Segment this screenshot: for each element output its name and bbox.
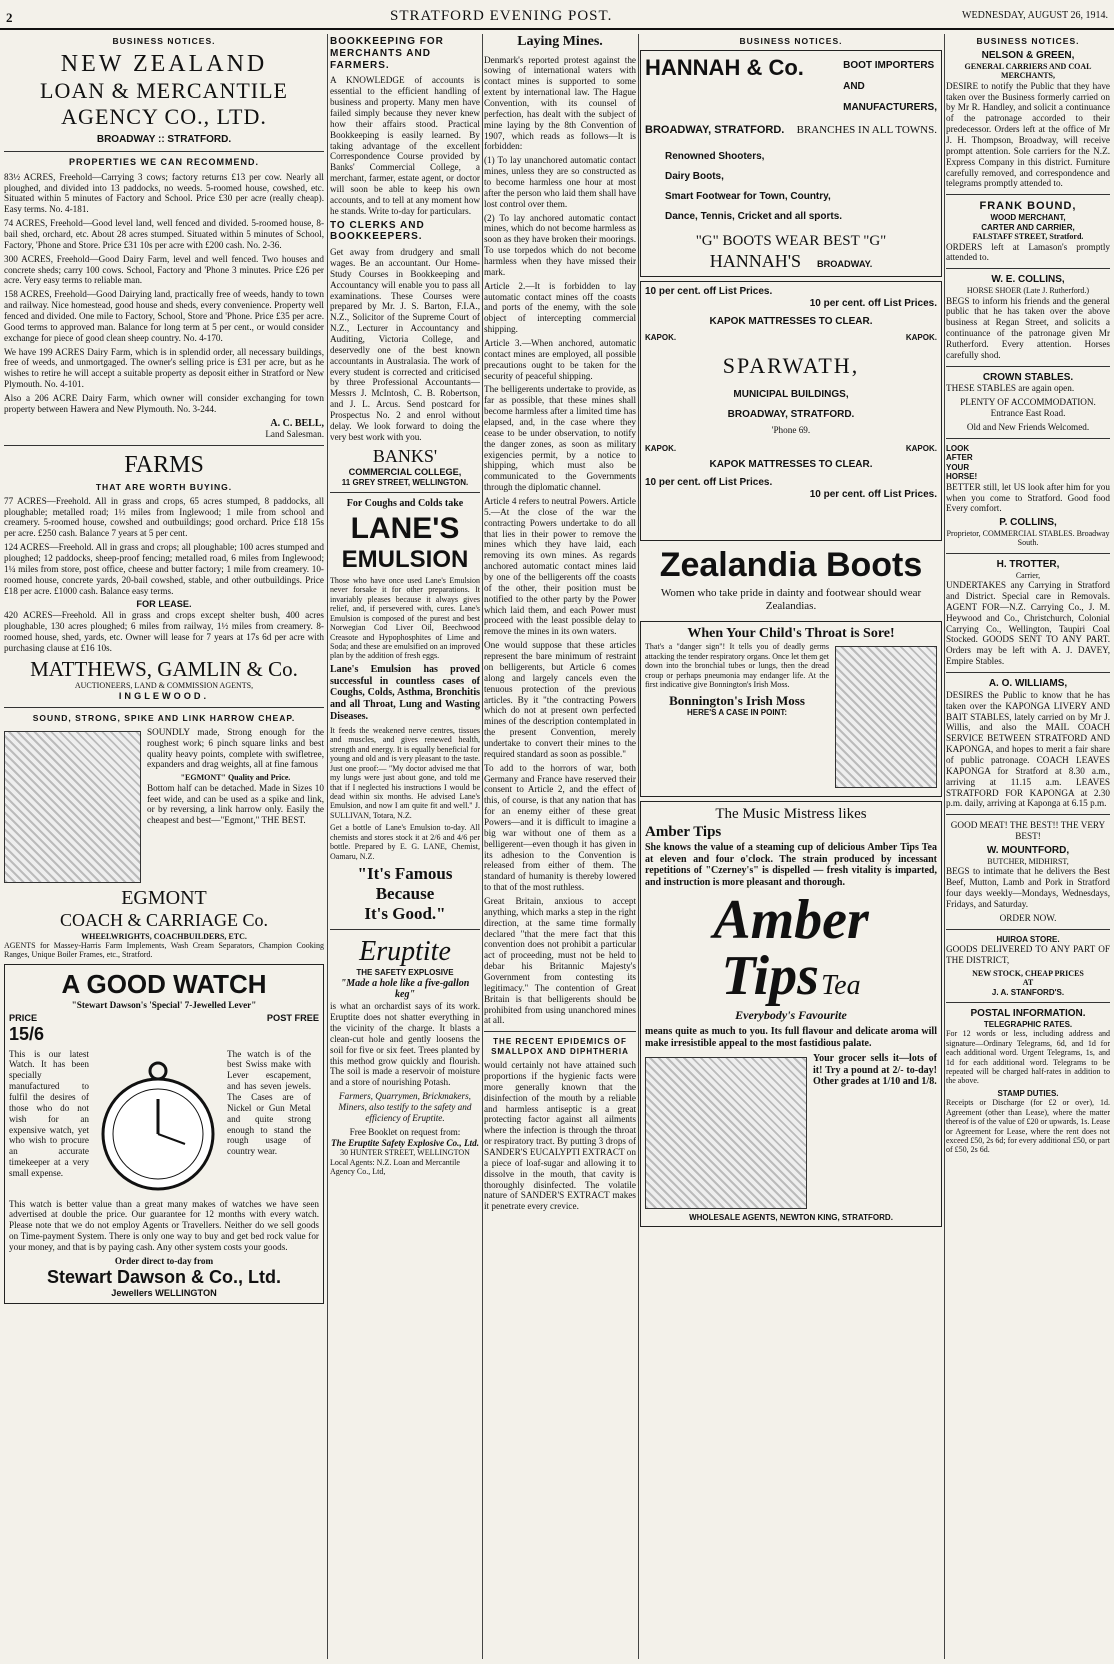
harrow-quality: "EGMONT" Quality and Price. — [180, 773, 291, 783]
hannah-ad — [640, 50, 942, 277]
zealandia-title: Zealandia Boots — [659, 545, 923, 584]
sparwath-title: SPARWATH, — [722, 352, 860, 378]
hannah-item: Dairy Boots, — [665, 170, 724, 182]
postal-title: POSTAL INFORMATION. — [970, 1007, 1086, 1019]
mines-paragraph: To add to the horrors of war, both Germany and France have reserved their consent to Article 2, and the effect of this, of course, is that any nation that has for an enemy either of these great Powers—and it is difficult to imagine a big war without one of them as a belligerent—even though it has given in its adhesion to the Convention is released from either of them. The standard of humanity is thereby lowered to that of the most ruthless. — [484, 762, 636, 893]
watch-firm-sub: Jewellers WELLINGTON — [111, 1287, 217, 1298]
throat-product: Bonnington's Irish Moss — [669, 692, 805, 708]
lanes-logo-2: EMULSION — [341, 545, 469, 573]
crown-text-2: PLENTY OF ACCOMMODATION. Entrance East Road. — [960, 397, 1096, 419]
frank-bound-title: FRANK BOUND, — [979, 200, 1077, 213]
for-lease-heading: FOR LEASE. — [136, 599, 192, 610]
newspaper-title: STRATFORD EVENING POST. — [390, 8, 613, 24]
matthews-location: INGLEWOOD. — [118, 690, 210, 701]
hannah-line: MANUFACTURERS, — [843, 102, 937, 114]
amber-heading-2: Amber Tips — [645, 824, 722, 841]
hannah-location: BROADWAY, STRATFORD. — [645, 124, 785, 137]
business-notices-header: BUSINESS NOTICES. — [739, 36, 843, 46]
matthews-gamlin-title: MATTHEWS, GAMLIN & Co. — [30, 656, 298, 681]
egmont-title-1: EGMONT — [121, 886, 207, 909]
amber-agents: WHOLESALE AGENTS, NEWTON KING, STRATFORD. — [689, 1212, 893, 1222]
kapok-label: KAPOK. — [905, 333, 937, 343]
column-3 — [484, 34, 636, 1659]
sparwath-list-2: 10 per cent. off List Prices. — [809, 297, 937, 309]
huiroa-text-2: NEW STOCK, CHEAP PRICES — [972, 968, 1084, 978]
mountford-order: ORDER NOW. — [999, 912, 1057, 923]
postal-text: For 12 words or less, including address and signature—Ordinary Telegrams, 6d, and 1d for each additional word. Urgent Telegrams, 1s, and 1d for each additional word. Telegrams to be repeated will be charged half-rates in addition to the above. — [946, 1029, 1110, 1086]
epidemic-heading: THE RECENT EPIDEMICS OF SMALLPOX AND DIPHTHERIA — [491, 1037, 629, 1056]
throat-heading: When Your Child's Throat is Sore! — [687, 625, 895, 641]
amber-grocer: Your grocer sells it—lots of it! Try a pound at 2/- to-day! Other grades at 1/10 and 1/8. — [813, 1052, 937, 1088]
kapok-label: KAPOK. — [645, 443, 677, 453]
watch-text-right: The watch is of the best Swiss make with Lever escapement, and has seven jewels. The Cases are of Nickel or Gun Metal and quite strong enough to stand the rough usage of country wear. — [227, 1048, 311, 1157]
collins-subtitle: HORSE SHOER (Late J. Rutherford.) — [966, 286, 1090, 296]
hannah-line: AND — [843, 81, 865, 93]
look-heading: LOOK AFTER YOUR HORSE! — [946, 443, 978, 482]
bookkeeping-text: A KNOWLEDGE of accounts is essential to the efficient handling of business and property. Many men have failed simply because they never knew how their affairs stood. Practical Bookkeeping is easily learned. By taking advantage of the excellent Correspondence Course provided by Banks' Commercial College, a merchant, farmer, estate agent, or doctor will soon be able to keep his own accounts, and to tell at any moment how he stands. Write to-day for particulars. — [330, 75, 480, 216]
lanes-text: Those who have once used Lane's Emulsion never forsake it for other preparations. It invariably pleases because it always gives relief, and, if persevered with, cures. Lane's Emulsion is composed of the purest and best Norwegian Cod Liver Oil, Beechwood Creasote and Hypophosphites of Lime and Soda; and these are emulsified on an improved plan by the addition of fresh eggs. — [330, 575, 480, 661]
column-2 — [330, 34, 480, 1659]
frank-subtitle: WOOD MERCHANT, — [990, 213, 1066, 223]
eruptite-address: 30 HUNTER STREET, WELLINGTON — [340, 1148, 470, 1158]
mines-paragraph: One would suppose that these articles represent the bare minimum of restraint on belligerents, but Article 6 comes along and largely cancels even the tenuous protection of the previous articles. By it "the contracting Powers which do not at present own perfected mines of the description contemplated in the present Convention, merely undertake to convert their mines to the required standard as soon as possible." — [484, 640, 636, 759]
lanes-tagline: For Coughs and Colds take — [346, 498, 464, 510]
mines-heading: Laying Mines. — [517, 34, 603, 49]
mines-paragraph: (1) To lay unanchored automatic contact mines, unless they are so constructed as to become harmless one hour at most after the person who laid them shall have lost control over them. — [484, 155, 636, 209]
watch-title: A GOOD WATCH — [61, 968, 267, 999]
trotter-text: UNDERTAKES any Carrying in Stratford and District. Special care in Removals. AGENT FOR—N.Z. Carrying Co., J. M. Heywood and Co., Christchurch, Colonial Carrying Co., Wellington, Taupiri Coal Stocked. GOODS SENT TO ANY PART. Orders may be left with A. J. DAVEY, Empire Stables. — [946, 580, 1110, 667]
watch-body: This watch is better value than a great many makes of watches we have seen advertised at double the price. Our guarantee for 12 months with every watch. Please note that we do not employ Agents or Travellers. Neither do we sell goods on Time-payment System. There is only one way to buy and get bed rock value for your money, and that is by paying cash. Any other system costs your goods. — [9, 1198, 319, 1252]
column-4 — [640, 34, 942, 1659]
look-text: BETTER still, let US look after him for you when you come to Stratford. Good food Every comfort. — [946, 481, 1110, 514]
hannah-item: Smart Footwear for Town, Country, — [665, 190, 831, 202]
business-notices-header: BUSINESS NOTICES. — [976, 36, 1080, 46]
zealandia-subtitle: Women who take pride in dainty and footwear should wear Zealandias. — [660, 587, 922, 612]
mountford-title: W. MOUNTFORD, — [986, 844, 1070, 856]
property-listing: 74 ACRES, Freehold—Good level land, well fenced and divided. 5-roomed house, 8-bail shed, orchard, etc. About 28 acres stumped. Situated within 5 minutes of School, Factory, 'Phone and Store. Price £31 10s per acre with £200 cash. No. 2-36. — [4, 218, 324, 250]
pcollins-title: P. COLLINS, — [999, 517, 1057, 529]
huiroa-text: GOODS DELIVERED TO ANY PART OF THE DISTRICT, — [946, 943, 1110, 965]
farm-listing: 77 ACRES—Freehold. All in grass and crops, 65 acres stumped, 8 paddocks, all ploughable; metalled road; 1½ miles from Inglewood; 1 mile from school and creamery. 5-roomed house, cowshed and outbuildings; good orchard. Price £18 15s per acre. £250 cash. Balance 7 years at 5 per cent. — [4, 495, 324, 539]
famous-line-3: It's Good." — [364, 904, 446, 924]
famous-line-1: "It's Famous — [357, 864, 453, 883]
sparwath-addr-1: MUNICIPAL BUILDINGS, — [733, 388, 849, 400]
hannah-line: BOOT IMPORTERS — [843, 60, 935, 72]
lanes-bold: Lane's Emulsion has proved successful in countless cases of Coughs, Colds, Asthma, Bronchitis and all Throat, Lung and Wasting Diseases. — [330, 663, 480, 723]
nz-loan-title-2: LOAN & MERCANTILE — [40, 78, 288, 104]
amber-heading-1: The Music Mistress likes — [715, 806, 867, 823]
farms-subtitle: THAT ARE WORTH BUYING. — [95, 481, 233, 492]
mother-child-illustration — [835, 646, 937, 788]
hannah-branches: BRANCHES IN ALL TOWNS. — [796, 124, 937, 137]
eruptite-text: is what an orchardist says of its work. Eruptite does not shatter everything in the vicinity of the charge. It blasts a clean-cut hole and gently loosens the soil for five or six feet. Trees planted by this method grow quickly and flourish. The soil is made a reservoir of moisture and a store of nourishing Potash. — [330, 1001, 480, 1088]
masthead — [0, 6, 1114, 30]
sparwath-list-3: 10 per cent. off List Prices. — [645, 476, 773, 488]
huiroa-title: HUIROA STORE. — [996, 934, 1060, 944]
banks-address: 11 GREY STREET, WELLINGTON. — [341, 477, 469, 487]
sparwath-list-4: 10 per cent. off List Prices. — [809, 488, 937, 500]
mines-paragraph: Denmark's reported protest against the sowing of international waters with contact mines is supported to some extent by international law. The Hague Convention, with its counsel of perfection, has dealt with the subject of mine laying by the 8th Convention of 1907, which reads as follows—It is forbidden: — [484, 54, 636, 152]
sparwath-addr-2: BROADWAY, STRATFORD. — [727, 408, 855, 420]
amber-tips-ad — [640, 801, 942, 1227]
property-listing: 300 ACRES, Freehold—Good Dairy Farm, level and well fenced. Two houses and concrete sheds; carry 100 cows. School, Factory and 'Phone 3 minutes. Price £26 per acre. Very easy terms to reliable man. — [4, 253, 324, 286]
harrow-text-2: Bottom half can be detached. Made in Sizes 10 feet wide, and can be used as a spike and link, or by reversing, a link harrow only. Easily the cheapest and best—"Egmont," THE BEST. — [147, 782, 324, 826]
nelson-green-title: NELSON & GREEN, — [981, 50, 1075, 62]
sparwath-kapok: KAPOK MATTRESSES TO CLEAR. — [709, 315, 873, 327]
mountford-subtitle: BUTCHER, MIDHIRST, — [987, 856, 1069, 866]
issue-date: WEDNESDAY, AUGUST 26, 1914. — [962, 10, 1108, 21]
egmont-text: AGENTS for Massey-Harris Farm Implements, Wash Cream Separators, Champion Cooking Ranges, Unique Boiler Frames, etc., Stratford. — [4, 941, 324, 960]
collins-text: BEGS to inform his friends and the general public that he has taken over the above business at Regan Street, and solicits a continuance of the patronage given Mr Rutherford. Every attention. Horses carefully shod. — [946, 295, 1110, 360]
harrow-illustration — [4, 731, 141, 883]
eruptite-logo: Eruptite — [359, 936, 451, 968]
frank-text: ORDERS left at Lamason's promptly attended to. — [946, 241, 1110, 263]
property-listing: We have 199 ACRES Dairy Farm, which is in splendid order, all necessary buildings, free of weeds, and unmortgaged. The owner's selling price is £31 per acre, but as he wishes to retire he will accept a suitable property as deposit either in Stratford or New Plymouth. No. 4-101. — [4, 346, 324, 390]
watch-firm: Stewart Dawson & Co., Ltd. — [46, 1266, 282, 1287]
eruptite-testify: Farmers, Quarrymen, Brickmakers, Miners, also testify to the safety and efficiency of Eruptite. — [338, 1091, 472, 1123]
watch-post-free: POST FREE — [266, 1013, 319, 1024]
music-mistress-illustration — [645, 1057, 807, 1209]
nelson-subtitle: GENERAL CARRIERS AND COAL MERCHANTS, — [964, 61, 1092, 81]
matthews-subtitle: AUCTIONEERS, LAND & COMMISSION AGENTS, — [74, 681, 254, 691]
watch-ad — [4, 964, 324, 1304]
column-5 — [946, 34, 1110, 1659]
amber-text-2: means quite as much to you. Its full flavour and delicate aroma will make irresistible appeal to the most fastidious palate. — [645, 1026, 937, 1049]
banks-title: BANKS' — [372, 445, 438, 466]
epidemic-text: would certainly not have attained such proportions if the hygienic facts were more generally known that the disinfection of the mouth by a reliable and harmless antiseptic is a great protecting factor against all ailments where the infection is through the throat or respiratory tract. By putting 3 drops of SANDER'S EUCALYPTI EXTRACT on a piece of loaf-sugar and allowing it to dissolve in the mouth, that cavity is thoroughly disinfected. The volatile nature of SANDER'S EXTRACT makes it penetrate every crevice. — [484, 1060, 636, 1212]
huiroa-at: AT — [1022, 978, 1034, 988]
properties-heading: PROPERTIES WE CAN RECOMMEND. — [68, 157, 259, 168]
sparwath-list-1: 10 per cent. off List Prices. — [645, 285, 773, 297]
huiroa-firm: J. A. STANFORD'S. — [991, 987, 1065, 997]
hannah-item: Renowned Shooters, — [665, 150, 765, 162]
mines-paragraph: Article 2.—It is forbidden to lay automatic contact mines off the coasts and ports of the enemy, with the sole object of intercepting commercial shipping. — [484, 280, 636, 335]
trotter-title: H. TROTTER, — [996, 558, 1060, 570]
kapok-label: KAPOK. — [645, 333, 677, 343]
mountford-text: BEGS to intimate that he delivers the Best Beef, Mutton, Lamb and Pork in Stratford four days weekly—Mondays, Wednesdays, Fridays, and Saturday. — [946, 866, 1110, 909]
sparwath-kapok-2: KAPOK MATTRESSES TO CLEAR. — [709, 458, 873, 470]
throat-case: HERE'S A CASE IN POINT: — [687, 707, 787, 717]
mines-paragraph: The belligerents undertake to provide, as far as possible, that these mines shall become harmless after a limited time has elapsed, and, in the case where they cease to be under observation, to notify the danger zones, as soon as military exigencies permit, by a notice to shipping, which must also be communicated to the Governments through the diplomatic channel. — [484, 384, 636, 493]
lanes-text-3: Get a bottle of Lane's Emulsion to-day. All chemists and stores stock it at 2/6 and 4/6 per bottle. Prepared by E. G. LANE, Chemist, Oamaru, N.Z. — [330, 823, 480, 861]
hannah-item: Dance, Tennis, Cricket and all sports. — [665, 210, 843, 222]
postal-subtitle: TELEGRAPHIC RATES. — [983, 1019, 1073, 1029]
agent-role: Land Salesman. — [265, 429, 324, 440]
mines-paragraph: Great Britain, anxious to accept anything, which marks a step in the right direction, at the same time formally declared "that the mere fact that this convention does not prohibit a particular act of proceeding, must not be held to debar his Britannic Majesty's Government from contesting its legitimacy." The contention of Great Britain is that belligerents should be prohibited from using unanchored mines at all. — [484, 895, 636, 1026]
hannah-g-boots: "G" BOOTS WEAR BEST "G" — [695, 232, 887, 249]
eruptite-agents: Local Agents: N.Z. Loan and Mercantile Agency Co., Ltd, — [330, 1157, 460, 1177]
bookkeeping-heading: BOOKKEEPING FOR MERCHANTS AND FARMERS. — [330, 36, 444, 71]
amber-favourite: Everybody's Favourite — [735, 1008, 847, 1023]
nz-loan-title-1: NEW ZEALAND — [60, 51, 268, 78]
eruptite-quote: "Made a hole like a five-gallon keg" — [340, 977, 470, 1001]
williams-title: A. O. WILLIAMS, — [988, 678, 1068, 690]
watch-price: 15/6 — [9, 1024, 45, 1045]
pcollins-subtitle: Proprietor, COMMERCIAL STABLES. Broadway South. — [946, 529, 1110, 548]
stamp-title: STAMP DUTIES. — [997, 1088, 1059, 1098]
eruptite-subtitle: THE SAFETY EXPLOSIVE — [356, 968, 454, 978]
banks-subtitle: COMMERCIAL COLLEGE, — [348, 466, 462, 477]
hannah-name: HANNAH'S — [709, 250, 801, 271]
meat-heading: GOOD MEAT! THE BEST!! THE VERY BEST! — [950, 820, 1106, 842]
business-notices-header: BUSINESS NOTICES. — [112, 36, 216, 46]
crown-title: CROWN STABLES. — [982, 371, 1074, 383]
eruptite-free: Free Booklet on request from: — [349, 1126, 461, 1137]
farm-listing: 420 ACRES—Freehold. All in grass and crops except shelter bush, 400 acres ploughable, 130 acres ploughed; 6 miles from railway, 1½ miles from creamery. 8-roomed house, shed, yards, etc. Owner will lease for 7 years at 17s 6d per acre with purchasing clause at £16 10s. — [4, 610, 324, 653]
amber-text: She knows the value of a steaming cup of delicious Amber Tips Tea at eleven and four o'clock. The strain produced by incessant repetitions of "Czerney's" is dispelled — fresh vitality is imparted, and instruction is more pleasant and thorough. — [645, 841, 937, 889]
crown-text: THESE STABLES are again open. — [946, 383, 1075, 394]
crown-text-3: Old and New Friends Welcomed. — [966, 422, 1090, 433]
lanes-logo-1: LANE'S — [350, 511, 460, 545]
watch-text-left: This is our latest Watch. It has been specially manufactured to fulfil the desires of those who do not wish for an expensive watch, yet who wish to procure an accurate timekeeper at a very small expense. — [9, 1048, 89, 1178]
property-listing: Also a 206 ACRE Dairy Farm, which owner will consider exchanging for town property between Hawera and New Plymouth. No. 3-244. — [4, 392, 324, 414]
property-listing: 158 ACRES, Freehold—Good Dairying land, practically free of weeds, handy to town and railway. Nice homestead, good house and sheds, every convenience. Property well fenced and divided. One mile to Factory, School, Store and 'Phone. Price £35 per acre. Good terms to approved man. Balance for long term at 5 per cent., or would consider exchange for piece of good clean sheep country. No. 4-170. — [4, 289, 324, 343]
watch-subtitle: "Stewart Dawson's 'Special' 7-Jewelled Lever" — [71, 999, 257, 1010]
farm-listing: 124 ACRES—Freehold. All in grass and crops; all ploughable; 100 acres stumped and ploughed; 12 paddocks, sheep-proof fencing; metalled road, 6 miles from Inglewood; 1¼ miles from store, post office, cheese and butter factory; 1 mile from creamery. 10-roomed house, concrete yards, 20-bail cowshed, stable, and other outbuildings. Price £18 per acre. £1000 cash. Balance easy terms. — [4, 542, 324, 596]
mines-paragraph: (2) To lay anchored automatic contact mines, which do not become harmless as soon as they have broken their moorings. To use torpedos which do not become harmless when they have missed their mark. — [484, 212, 636, 277]
sparwath-phone: 'Phone 69. — [771, 424, 811, 435]
collins-title: W. E. COLLINS, — [991, 274, 1065, 286]
trotter-subtitle: Carrier, — [1015, 570, 1041, 580]
frank-address: FALSTAFF STREET, Stratford. — [972, 232, 1084, 242]
hannah-broadway: BROADWAY. — [816, 258, 873, 269]
clerks-heading: TO CLERKS AND BOOKKEEPERS. — [330, 219, 425, 243]
stamp-text: Receipts or Discharge (for £2 or over), 1d. Agreement (other than Lease), where the matter thereof is of the value of £20 or upwards, 1s. Lease or Agreement for Lease, where the rent does not exceed £50, 2s 6d; for every additional £50, or part of £50, 2s 6d. — [946, 1098, 1110, 1155]
harrow-text: SOUNDLY made, Strong enough for the roughest work; 6 pinch square links and best quality heavy points, complete with swifletree, expanders and drag weights, all at fine famous — [147, 726, 324, 770]
sparwath-ad — [640, 281, 942, 541]
throat-text: That's a "danger sign"! It tells you of deadly germs attacking the tender respiratory organs. Once let them get down into the bronchial tubes or lungs, then the dread croup or perhaps pneumonia may endanger life. At the first indicative give Bonnington's Irish Moss. — [645, 642, 829, 690]
property-listing: 83½ ACRES, Freehold—Carrying 3 cows; factory returns £13 per cow. Nearly all ploughed, and divided into 13 paddocks, no weeds. 5-roomed house, cowshed, etc. Situated within 5 minutes of Factory and School. Price £30 per acre (really cheap). Easy terms. No. 4-181. — [4, 171, 324, 215]
pocket-watch-icon — [93, 1049, 223, 1199]
nz-loan-location: BROADWAY :: STRATFORD. — [96, 134, 232, 146]
mines-paragraph: Article 4 refers to neutral Powers. Article 5.—At the close of the war the contracting Powers undertake to do all that lies in their power to remove the mines which they have laid, each removing its own mines. As regards anchored automatic contact mines laid by one of the belligerents off the coasts of the other, their position must be notified to the other party by the Power which laid them, and each Power must proceed with the least possible delay to remove the mines in its own waters. — [484, 496, 636, 637]
egmont-subtitle: WHEELWRIGHTS, COACHBUILDERS, ETC. — [81, 931, 247, 941]
watch-order: Order direct to-day from — [114, 1255, 214, 1266]
famous-line-2: Because — [375, 884, 435, 904]
nelson-text: DESIRE to notify the Public that they have taken over the Business formerly carried on by Mr R. Handley, and solicit a continuance of the patronage accorded to their predecessor. Orders left at the office of Mr J. H. Thompson, Broadway, will receive prompt attention. Sole carriers for the N.Z. Express Company in this district. Furniture carefully removed, and correspondence and telegrams promptly attended to. — [946, 80, 1110, 189]
harrow-heading: SOUND, STRONG, SPIKE AND LINK HARROW CHEAP. — [32, 712, 296, 723]
amber-logo-1: Amber — [713, 889, 869, 952]
watch-price-label: PRICE — [9, 1013, 38, 1024]
egmont-title-2: COACH & CARRIAGE Co. — [59, 910, 269, 931]
mines-paragraph: Article 3.—When anchored, automatic contact mines are employed, all possible precautions ought to be taken for the security of peaceful shipping. — [484, 338, 636, 381]
eruptite-company: The Eruptite Safety Explosive Co., Ltd. — [330, 1137, 479, 1148]
agent-name: A. C. BELL, — [270, 417, 324, 429]
hannah-title: HANNAH & Co. — [645, 55, 804, 81]
frank-subtitle-2: CARTER AND CARRIER, — [981, 222, 1075, 232]
nz-loan-title-3: AGENCY CO., LTD. — [61, 104, 267, 130]
kapok-label: KAPOK. — [905, 443, 937, 453]
page-number: 2 — [6, 10, 13, 25]
clerks-text: Get away from drudgery and small wages. Be an accountant. Our Home-Study Courses in Bookkeeping and Accountancy will enable you to pass all examinations. These Courses were prepared by Mr. J. S. Barton, F.I.A., N.Z., Solicitor of the Supreme Court of N.Z., Lecturer in Accountancy and Auditing, Victoria College, and deservedly one of the best known accountants in Australasia. The work of every student is corrected and criticised by three Professional Accountants—Messrs J. McIntosh, C. B. Robertson, and J. L. Arcus. Send postcard for Prospectus No. 2 and enrol without delay. We look forward to doing the very best work with you. — [330, 247, 480, 442]
amber-logo-2: Tips — [721, 945, 819, 1008]
throat-ad — [640, 621, 942, 798]
williams-text: DESIRES the Public to know that he has taken over the KAPONGA LIVERY AND BAIT STABLES, lately carried on by Mr J. Willis, and also the MAIL COACH SERVICE BETWEEN STRATFORD AND KAPONGA, and hopes to merit a fair share of public patronage. COACH LEAVES KAPONGA for Stratford at 8.30 a.m., arriving at 11.15 a.m. LEAVES STRATFORD FOR KAPONGA at 2.30 p.m. daily, arriving at Kaponga at 6.15 p.m. — [946, 689, 1110, 809]
lanes-text-2: It feeds the weakened nerve centres, tissues and muscles, and gives renewed health, strength and energy. It is equally beneficial for young and old and is very pleasant to the taste. Just one proof:— "My doctor advised me that my lungs were just about gone, and told me that if I neglected his instructions I would be dead within six months. He advised Lane's Emulsion, and now I am quite fit and well." J. SULLIVAN, Totara, N.Z. — [330, 725, 480, 820]
column-1 — [4, 34, 324, 1659]
amber-tea: Tea — [821, 970, 861, 1002]
farms-title: FARMS — [124, 452, 204, 479]
